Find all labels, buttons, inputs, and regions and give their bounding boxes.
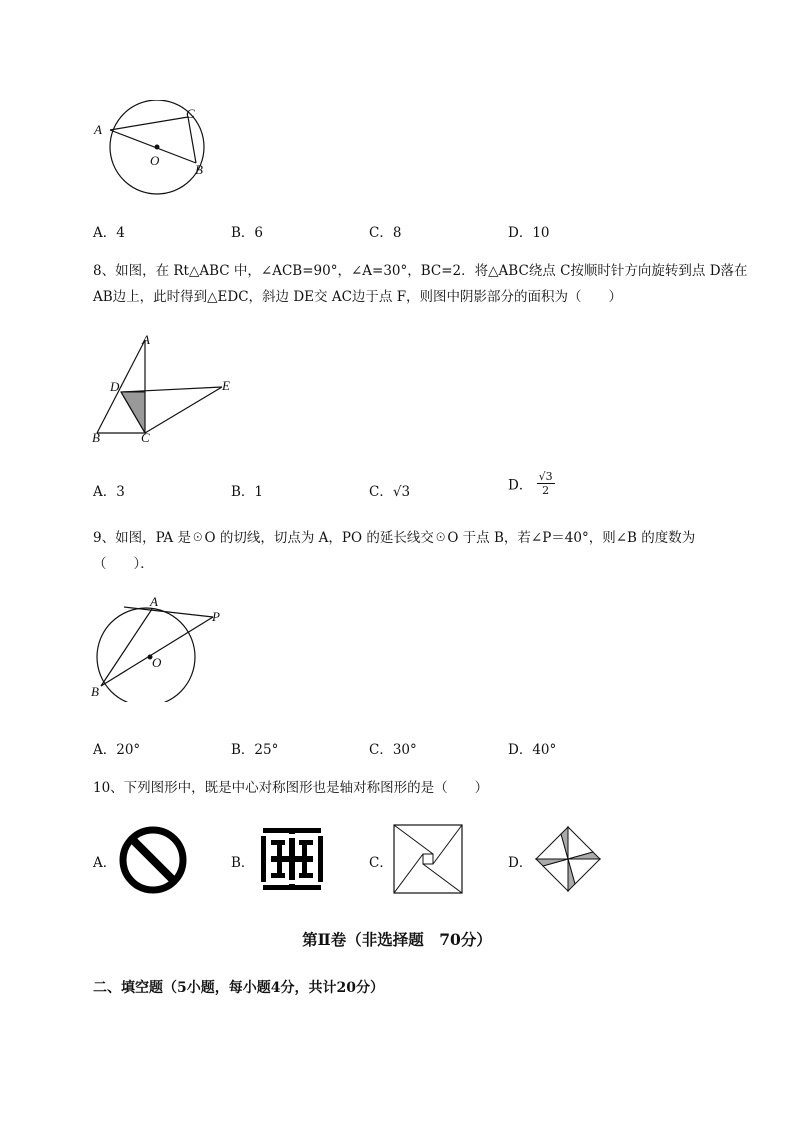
q8-triangle-figure xyxy=(88,330,248,445)
q8-label-b: B xyxy=(92,430,100,445)
q10-option-b-label: B． xyxy=(231,855,255,871)
q7-label-a: A xyxy=(94,122,102,137)
q8-label-e: E xyxy=(222,378,230,393)
q7-option-a: A．4 xyxy=(93,225,125,241)
q9-label-p: P xyxy=(212,609,220,624)
q9-question-text-line1: 9、如图，PA 是☉O 的切线，切点为 A，PO 的延长线交☉O 于点 B，若∠P＝40°，则∠B 的度数为 xyxy=(93,530,696,546)
q9-label-o: O xyxy=(152,655,162,670)
q8-label-a: A xyxy=(142,332,150,347)
q9-tangent-circle-figure xyxy=(88,592,238,702)
q9-option-d: D．40° xyxy=(508,742,557,758)
q7-option-b: B．6 xyxy=(231,225,264,241)
maze-pattern-icon xyxy=(259,826,325,892)
q9-label-b: B xyxy=(91,684,99,699)
q7-label-c: C xyxy=(186,106,195,121)
q8-option-c: C．√3 xyxy=(369,484,411,500)
q8-option-d-fraction: $\frac{√3}{2}$ xyxy=(538,470,553,497)
q7-label-b: B xyxy=(195,162,203,177)
q10-option-c-label: C． xyxy=(369,855,393,871)
pinwheel-icon xyxy=(533,824,603,894)
q7-option-c: C．8 xyxy=(369,225,402,241)
q10-option-a-label: A． xyxy=(93,855,117,871)
prohibition-sign-icon xyxy=(118,825,188,895)
q7-circle-figure xyxy=(88,100,218,200)
q10-option-d-label: D． xyxy=(508,855,533,871)
q9-option-a: A．20° xyxy=(93,742,141,758)
q7-label-o: O xyxy=(150,153,160,168)
q8-option-d: D． $\frac{√3}{2}$ xyxy=(508,470,553,497)
square-pinwheel-icon xyxy=(393,824,463,894)
q9-option-b: B．25° xyxy=(231,742,279,758)
q8-option-c-math: √3 xyxy=(392,484,411,500)
q9-label-a: A xyxy=(150,594,158,609)
q8-option-a: A．3 xyxy=(93,484,125,500)
q8-label-d: D xyxy=(110,379,120,394)
q8-option-b: B．1 xyxy=(231,484,264,500)
q7-option-d: D．10 xyxy=(508,225,550,241)
q8-question-text: 8、如图，在 Rt△ABC 中，∠ACB=90°，∠A=30°，BC=2．将△ABC绕点 C按顺时针方向旋转到点 D落在 AB边上，此时得到△EDC，斜边 DE交 AC边于点 F，则图中阴影部分的面积为（ ） xyxy=(93,263,748,305)
part-2-title: 二、填空题（5小题，每小题4分，共计20分） xyxy=(93,980,384,996)
q8-label-c: C xyxy=(141,430,150,445)
q10-question-text: 10、下列图形中，既是中心对称图形也是轴对称图形的是（ ） xyxy=(93,780,489,796)
q9-option-c: C．30° xyxy=(369,742,417,758)
q9-question-text-line2: （ ）． xyxy=(93,556,154,572)
section-2-title: 第Ⅱ卷（非选择题 70分） xyxy=(302,930,492,949)
